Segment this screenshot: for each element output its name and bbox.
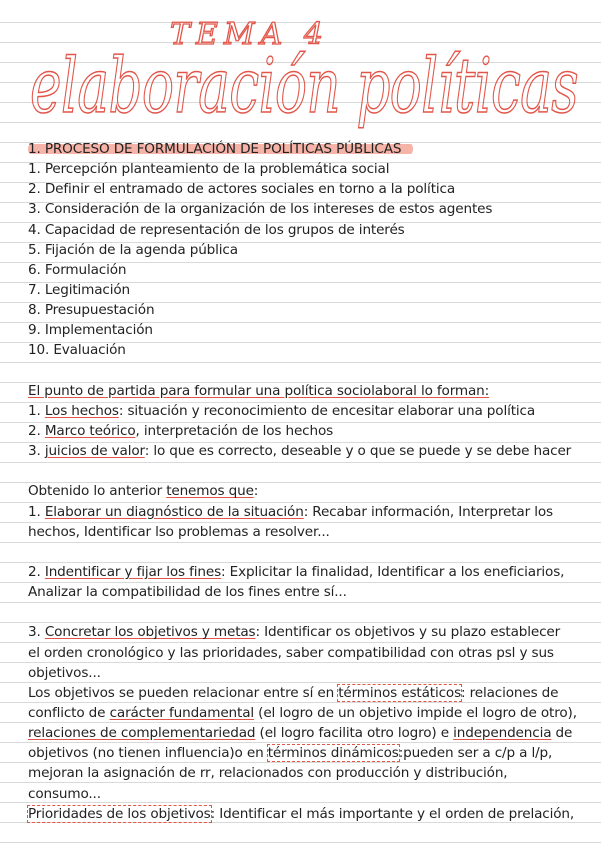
list-item: 10. Evaluación (28, 342, 126, 359)
list-item: 8. Presupuestación (28, 302, 155, 319)
list-item: 3. Concretar los objetivos y metas: Identificar os objetivos y su plazo establecer (28, 624, 561, 641)
list-item: 2. Definir el entramado de actores sociales en torno a la política (28, 181, 455, 198)
tema-heading: TEMA 4 (170, 17, 329, 52)
list-item-continuation: objetivos... (28, 664, 101, 681)
list-item: 3. juicios de valor: lo que es correcto, deseable y o que se puede y se debe hacer (28, 443, 572, 460)
paragraph-line: Los objetivos se pueden relacionar entre sí en términos estáticos: relaciones de (28, 684, 559, 701)
paragraph-line: conflicto de carácter fundamental (el logro de un objetivo impide el logro de otro), (28, 704, 577, 721)
paragraph-line: mejoran la asignación de rr, relacionados con producción y distribución, (28, 765, 508, 782)
paragraph-intro: El punto de partida para formular una política sociolaboral lo forman: (28, 382, 490, 399)
list-item: 9. Implementación (28, 322, 153, 339)
notes-body (28, 139, 593, 824)
list-item: 5. Fijación de la agenda pública (28, 241, 238, 258)
paragraph-line: Prioridades de los objetivos: Identificar el más importante y el orden de prelación, (28, 805, 575, 822)
list-item-continuation: el orden cronológico y las prioridades, saber compatibilidad con otras psl y sus (28, 644, 554, 661)
page-title: elaboración políticas (30, 41, 578, 130)
paragraph-line: objetivos (no tienen influencia)o en términos dinámicos:pueden ser a c/p a l/p, (28, 745, 553, 762)
paragraph-line: relaciones de complementariedad (el logro facilita otro logro) e independencia de (28, 725, 573, 742)
list-item: 2. Indentificar y fijar los fines: Explicitar la finalidad, Identificar a los eneficiarios, (28, 563, 565, 580)
list-item: 3. Consideración de la organización de los intereses de estos agentes (28, 201, 493, 218)
paragraph-intro: Obtenido lo anterior tenemos que: (28, 483, 259, 500)
list-item: 7. Legitimación (28, 281, 131, 298)
list-item: 4. Capacidad de representación de los grupos de interés (28, 221, 405, 238)
list-item-continuation: Analizar la compatibilidad de los fines entre sí... (28, 584, 347, 601)
list-item-continuation: hechos, Identificar lso problemas a resolver... (28, 523, 330, 540)
list-item: 6. Formulación (28, 261, 127, 278)
title-lettering (0, 0, 601, 135)
paragraph-line: consumo... (28, 785, 101, 802)
list-item: 2. Marco teórico, interpretación de los hechos (28, 422, 334, 439)
section-heading: 1. PROCESO DE FORMULACIÓN DE POLÍTICAS PÚBLICAS (28, 139, 593, 159)
list-item: 1. Percepción planteamiento de la problemática social (28, 161, 390, 178)
list-item: 1. Elaborar un diagnóstico de la situación: Recabar información, Interpretar los (28, 503, 553, 520)
list-item: 1. Los hechos: situación y reconocimiento de encesitar elaborar una política (28, 402, 536, 419)
